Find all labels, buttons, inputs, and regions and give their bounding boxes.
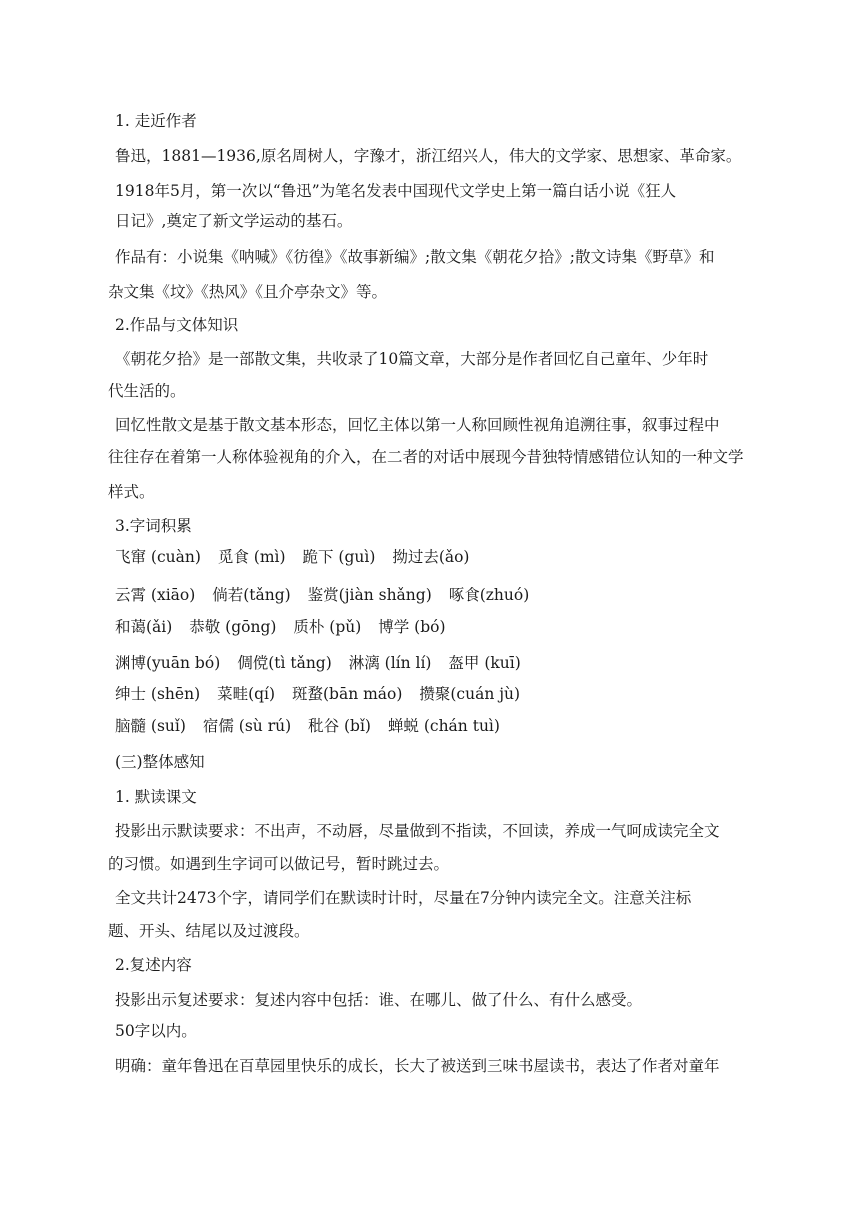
author-pen-name-line-cont: 日记》,奠定了新文学运动的基石。	[115, 212, 353, 230]
vocab-item: 盔甲 (kuī)	[448, 654, 521, 672]
vocab-item: 菜畦(qí)	[217, 685, 276, 703]
works-line-cont: 杂文集《坟》《热风》《且介亭杂文》等。	[108, 283, 388, 301]
vocab-item: 云霄 (xiāo)	[115, 586, 196, 604]
read-requirement-cont: 的习惯。如遇到生字词可以做记号，暂时跳过去。	[108, 855, 450, 873]
works-line: 作品有：小说集《呐喊》《彷徨》《故事新编》;散文集《朝花夕拾》;散文诗集《野草》和	[115, 248, 715, 266]
vocab-item: 博学 (bó)	[378, 618, 446, 636]
genre-line-2-end: 样式。	[108, 483, 155, 501]
vocab-item: 觅食 (mì)	[217, 548, 286, 566]
vocab-item: 渊博(yuān bó)	[115, 654, 221, 672]
vocab-item: 蝉蜕 (chán tuì)	[387, 717, 500, 735]
author-pen-name-line: 1918年5月，第一次以“鲁迅”为笔名发表中国现代文学史上第一篇白话小说《狂人	[115, 182, 677, 200]
vocab-item: 质朴 (pǔ)	[293, 618, 362, 636]
genre-line-2-cont: 往往存在着第一人称体验视角的介入，在二者的对话中展现今昔独特情感错位认知的一种文学	[108, 448, 744, 466]
retell-heading: 2.复述内容	[115, 956, 192, 974]
clarify-line: 明确：童年鲁迅在百草园里快乐的成长，长大了被送到三味书屋读书，表达了作者对童年	[115, 1057, 720, 1075]
vocab-item: 攒聚(cuán jù)	[419, 685, 521, 703]
vocab-item: 绅士 (shēn)	[115, 685, 201, 703]
genre-line-2: 回忆性散文是基于散文基本形态，回忆主体以第一人称回顾性视角追溯往事，叙事过程中	[115, 416, 720, 434]
vocab-row	[115, 584, 541, 606]
author-intro: 鲁迅，1881—1936,原名周树人，字豫才，浙江绍兴人，伟大的文学家、思想家、革命家。	[115, 147, 742, 165]
vocab-row	[115, 715, 512, 737]
vocab-item: 和蔼(ǎi)	[115, 618, 173, 636]
vocab-row	[115, 616, 458, 638]
overview-heading: (三)整体感知	[115, 753, 205, 771]
vocab-item: 拗过去(ǎo)	[392, 548, 470, 566]
vocab-item: 啄食(zhuó)	[448, 586, 530, 604]
vocab-item: 跪下 (guì)	[302, 548, 376, 566]
vocab-item: 倘若(tǎng)	[212, 586, 291, 604]
read-heading: 1. 默读课文	[115, 788, 197, 806]
genre-line-1: 《朝花夕拾》是一部散文集，共收录了10篇文章，大部分是作者回忆自己童年、少年时	[115, 350, 709, 368]
genre-line-1-cont: 代生活的。	[108, 382, 186, 400]
author-heading: 1. 走近作者	[115, 112, 197, 130]
retell-requirement: 投影出示复述要求：复述内容中包括：谁、在哪儿、做了什么、有什么感受。	[115, 991, 643, 1009]
vocab-item: 恭敬 (gōng)	[189, 618, 277, 636]
vocab-item: 秕谷 (bǐ)	[308, 717, 371, 735]
vocab-item: 倜傥(tì tǎng)	[237, 654, 332, 672]
retell-limit: 50字以内。	[115, 1022, 197, 1040]
read-requirement: 投影出示默读要求：不出声，不动唇，尽量做到不指读，不回读，养成一气呵成读完全文	[115, 822, 720, 840]
read-timing: 全文共计2473个字，请同学们在默读时计时，尽量在7分钟内读完全文。注意关注标	[115, 889, 692, 907]
vocab-row	[115, 683, 532, 705]
vocab-heading: 3.字词积累	[115, 517, 192, 535]
vocab-item: 宿儒 (sù rú)	[202, 717, 292, 735]
read-timing-cont: 题、开头、结尾以及过渡段。	[108, 922, 310, 940]
vocab-item: 鉴赏(jiàn shǎng)	[307, 586, 432, 604]
vocab-row	[115, 546, 481, 568]
vocab-item: 飞窜 (cuàn)	[115, 548, 201, 566]
genre-heading: 2.作品与文体知识	[115, 316, 239, 334]
vocab-item: 脑髓 (suǐ)	[115, 717, 186, 735]
vocab-item: 淋漓 (lín lí)	[348, 654, 432, 672]
vocab-row	[115, 652, 533, 674]
vocab-item: 斑蝥(bān máo)	[291, 685, 403, 703]
